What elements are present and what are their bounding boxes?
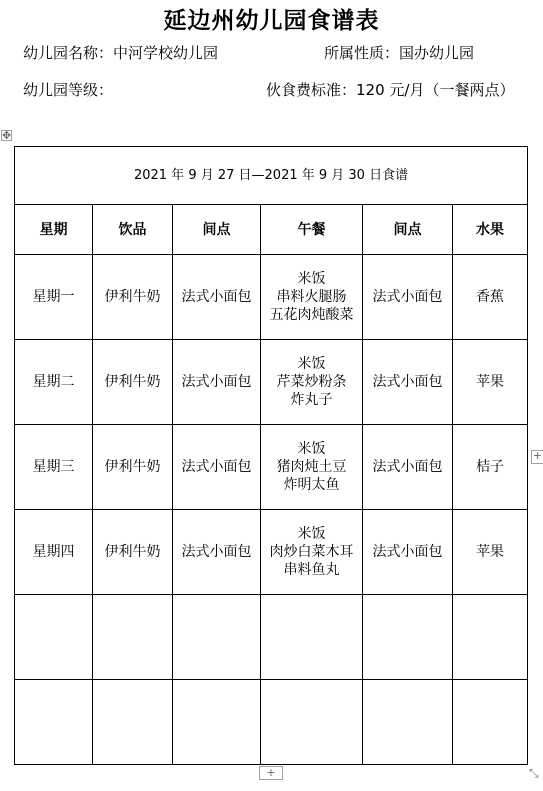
cell-fruit[interactable]: 苹果 <box>453 340 528 425</box>
table-row <box>15 510 528 595</box>
empty-cell[interactable] <box>261 680 363 765</box>
cell-snack-morning[interactable]: 法式小面包 <box>173 255 261 340</box>
cell-snack-afternoon[interactable]: 法式小面包 <box>363 340 453 425</box>
cell-lunch[interactable] <box>261 340 363 425</box>
table-header-row <box>15 205 528 255</box>
lunch-item: 芹菜炒粉条 <box>276 374 347 390</box>
header-lunch[interactable]: 午餐 <box>261 205 363 255</box>
table-row <box>15 340 528 425</box>
empty-cell[interactable] <box>261 595 363 680</box>
lunch-item: 米饭 <box>297 526 326 542</box>
cell-day[interactable]: 星期四 <box>15 510 93 595</box>
cell-day[interactable]: 星期二 <box>15 340 93 425</box>
table-caption[interactable]: 2021 年 9 月 27 日—2021 年 9 月 30 日食谱 <box>15 147 528 205</box>
table-move-handle-icon[interactable]: ✥ <box>2 129 12 142</box>
cell-snack-morning[interactable]: 法式小面包 <box>173 425 261 510</box>
cell-drink[interactable]: 伊利牛奶 <box>93 425 173 510</box>
header-fruit[interactable]: 水果 <box>453 205 528 255</box>
cell-lunch[interactable] <box>261 255 363 340</box>
meal-fee-standard: 伙食费标准：120 元/月（一餐两点） <box>266 81 515 99</box>
lunch-item: 串料火腿肠 <box>276 289 347 305</box>
empty-cell[interactable] <box>173 595 261 680</box>
cell-snack-afternoon[interactable]: 法式小面包 <box>363 510 453 595</box>
add-column-plus-icon[interactable]: + <box>259 766 283 780</box>
cell-fruit[interactable]: 苹果 <box>453 510 528 595</box>
cell-lunch[interactable] <box>261 510 363 595</box>
empty-cell[interactable] <box>363 595 453 680</box>
lunch-item: 猪肉炖土豆 <box>276 459 347 475</box>
lunch-item: 串料鱼丸 <box>283 562 340 578</box>
lunch-item: 米饭 <box>297 356 326 372</box>
empty-cell[interactable] <box>93 595 173 680</box>
cell-fruit[interactable]: 香蕉 <box>453 255 528 340</box>
cell-day[interactable]: 星期三 <box>15 425 93 510</box>
kindergarten-nature: 所属性质：国办幼儿园 <box>324 44 475 62</box>
menu-table <box>14 146 528 765</box>
table-row <box>15 255 528 340</box>
cell-snack-morning[interactable]: 法式小面包 <box>173 340 261 425</box>
empty-cell[interactable] <box>15 595 93 680</box>
cell-lunch[interactable] <box>261 425 363 510</box>
table-resize-icon[interactable]: ⤡ <box>529 766 539 780</box>
cell-drink[interactable]: 伊利牛奶 <box>93 510 173 595</box>
add-row-plus-icon[interactable]: + <box>532 449 543 462</box>
lunch-item: 五花肉炖酸菜 <box>269 307 354 323</box>
kindergarten-grade: 幼儿园等级： <box>23 81 114 99</box>
header-snack-afternoon[interactable]: 间点 <box>363 205 453 255</box>
empty-cell[interactable] <box>15 680 93 765</box>
kindergarten-name: 幼儿园名称：中河学校幼儿园 <box>23 44 219 62</box>
lunch-item: 米饭 <box>297 441 326 457</box>
header-drink[interactable]: 饮品 <box>93 205 173 255</box>
header-day[interactable]: 星期 <box>15 205 93 255</box>
lunch-item: 米饭 <box>297 271 326 287</box>
lunch-item: 炸丸子 <box>290 392 333 408</box>
empty-cell[interactable] <box>173 680 261 765</box>
empty-cell[interactable] <box>453 595 528 680</box>
empty-cell[interactable] <box>363 680 453 765</box>
empty-cell[interactable] <box>93 680 173 765</box>
cell-fruit[interactable]: 桔子 <box>453 425 528 510</box>
document-title: 延边州幼儿园食谱表 <box>163 8 380 34</box>
cell-drink[interactable]: 伊利牛奶 <box>93 340 173 425</box>
lunch-item: 肉炒白菜木耳 <box>269 544 354 560</box>
cell-snack-afternoon[interactable]: 法式小面包 <box>363 255 453 340</box>
cell-snack-morning[interactable]: 法式小面包 <box>173 510 261 595</box>
cell-snack-afternoon[interactable]: 法式小面包 <box>363 425 453 510</box>
table-caption-row <box>15 147 528 205</box>
empty-table-row <box>15 595 528 680</box>
cell-drink[interactable]: 伊利牛奶 <box>93 255 173 340</box>
lunch-item: 炸明太鱼 <box>283 477 340 493</box>
empty-cell[interactable] <box>453 680 528 765</box>
header-snack-morning[interactable]: 间点 <box>173 205 261 255</box>
cell-day[interactable]: 星期一 <box>15 255 93 340</box>
table-row <box>15 425 528 510</box>
empty-table-row <box>15 680 528 765</box>
